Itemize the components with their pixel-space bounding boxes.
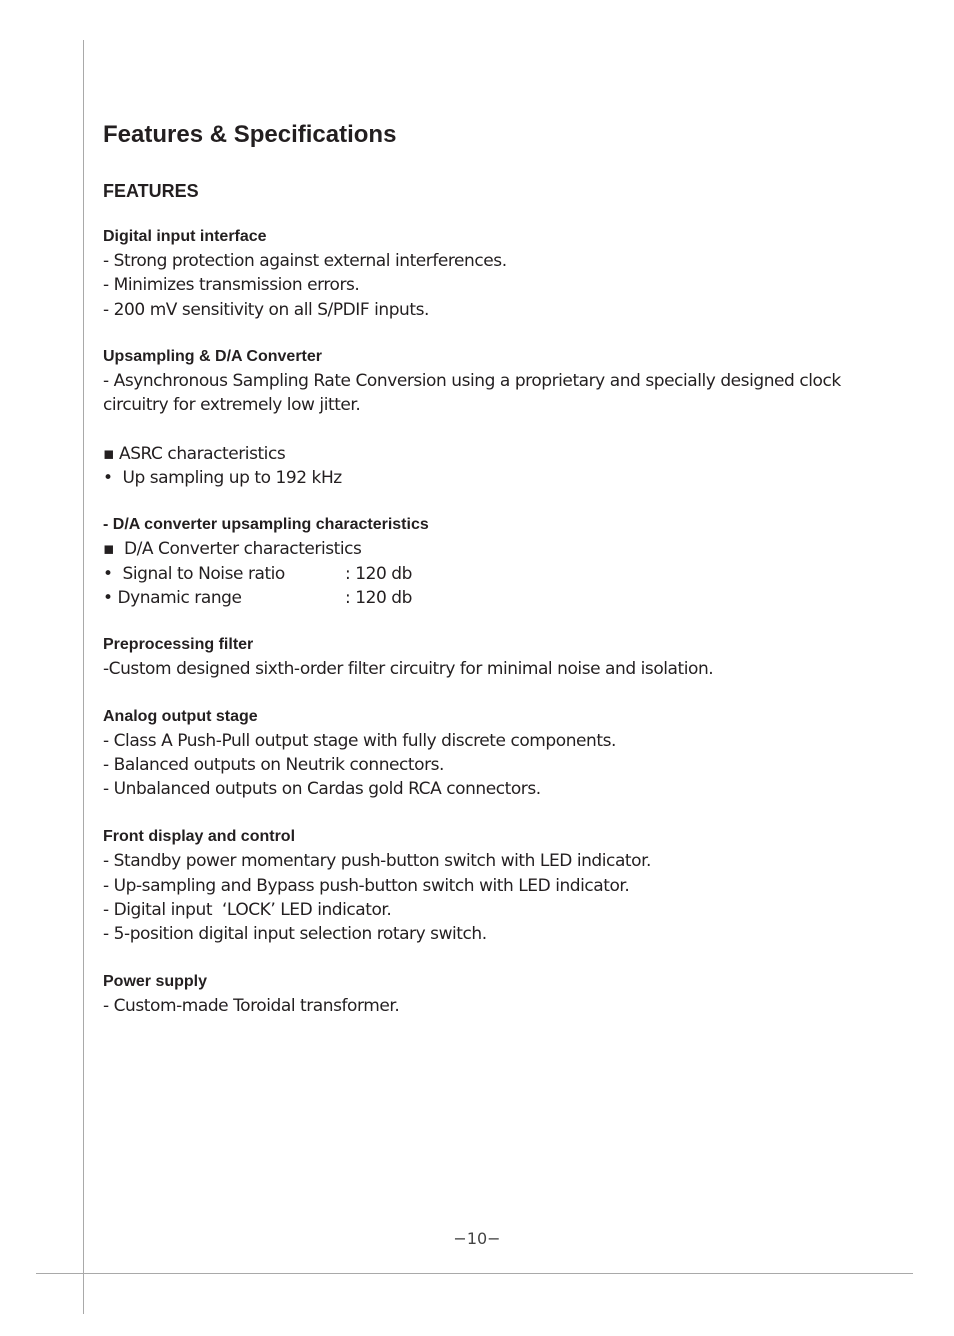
group-upsampling bbox=[103, 345, 863, 490]
section-heading-features: FEATURES bbox=[103, 181, 199, 201]
document-body bbox=[103, 118, 863, 1018]
group-analog-output bbox=[103, 705, 863, 802]
text-line: - 5-position digital input selection rotary switch. bbox=[103, 924, 487, 945]
subheading-power-supply: Power supply bbox=[103, 972, 208, 990]
group-digital-input bbox=[103, 225, 863, 322]
text-line: - Strong protection against external interferences. bbox=[103, 251, 507, 271]
text-line: - Minimizes transmission errors. bbox=[103, 275, 360, 296]
text-line: - Unbalanced outputs on Cardas gold RCA connectors. bbox=[103, 779, 541, 800]
text-line: - Standby power momentary push-button switch with LED indicator. bbox=[103, 851, 652, 872]
subheading-upsampling: Upsampling & D/A Converter bbox=[103, 347, 322, 365]
text-line: - 200 mV sensitivity on all S/PDIF inputs. bbox=[103, 299, 429, 320]
spec-label: • Dynamic range bbox=[103, 587, 242, 608]
spec-value: : 120 db bbox=[345, 563, 412, 584]
group-front-display bbox=[103, 825, 863, 946]
footer-horizontal-rule bbox=[36, 1273, 913, 1274]
spec-row bbox=[103, 562, 863, 586]
subheading-digital-input: Digital input interface bbox=[103, 228, 267, 245]
spec-row bbox=[103, 586, 863, 610]
text-line: - Up-sampling and Bypass push-button switch with LED indicator. bbox=[103, 875, 630, 896]
bullet-item: ▪ ASRC characteristics bbox=[103, 443, 286, 464]
text-line: - Custom-made Toroidal transformer. bbox=[103, 995, 400, 1016]
text-line: - Class A Push-Pull output stage with fully discrete components. bbox=[103, 730, 616, 751]
group-power-supply bbox=[103, 970, 863, 1018]
spec-value: : 120 db bbox=[345, 587, 412, 608]
bullet-item: ▪ D/A Converter characteristics bbox=[103, 539, 362, 560]
group-da-converter bbox=[103, 513, 863, 610]
text-line: -Custom designed sixth-order filter circuitry for minimal noise and isolation. bbox=[103, 659, 714, 680]
subheading-da-converter: - D/A converter upsampling characteristics bbox=[103, 516, 429, 534]
text-paragraph: - Asynchronous Sampling Rate Conversion using a proprietary and specially designed clock circuitry for extremely low jitter. bbox=[103, 370, 841, 416]
margin-vertical-rule bbox=[83, 40, 84, 1314]
spec-label: • Signal to Noise ratio bbox=[103, 563, 285, 584]
page-number: −10− bbox=[453, 1229, 501, 1248]
bullet-item: • Up sampling up to 192 kHz bbox=[103, 468, 342, 489]
subheading-analog-output: Analog output stage bbox=[103, 707, 258, 725]
group-preprocessing bbox=[103, 633, 863, 681]
text-line: - Digital input ‘LOCK’ LED indicator. bbox=[103, 900, 392, 921]
subheading-preprocessing: Preprocessing filter bbox=[103, 636, 254, 654]
text-line: - Balanced outputs on Neutrik connectors. bbox=[103, 754, 444, 775]
subheading-front-display: Front display and control bbox=[103, 828, 296, 846]
page-title: Features & Specifications bbox=[103, 121, 397, 148]
